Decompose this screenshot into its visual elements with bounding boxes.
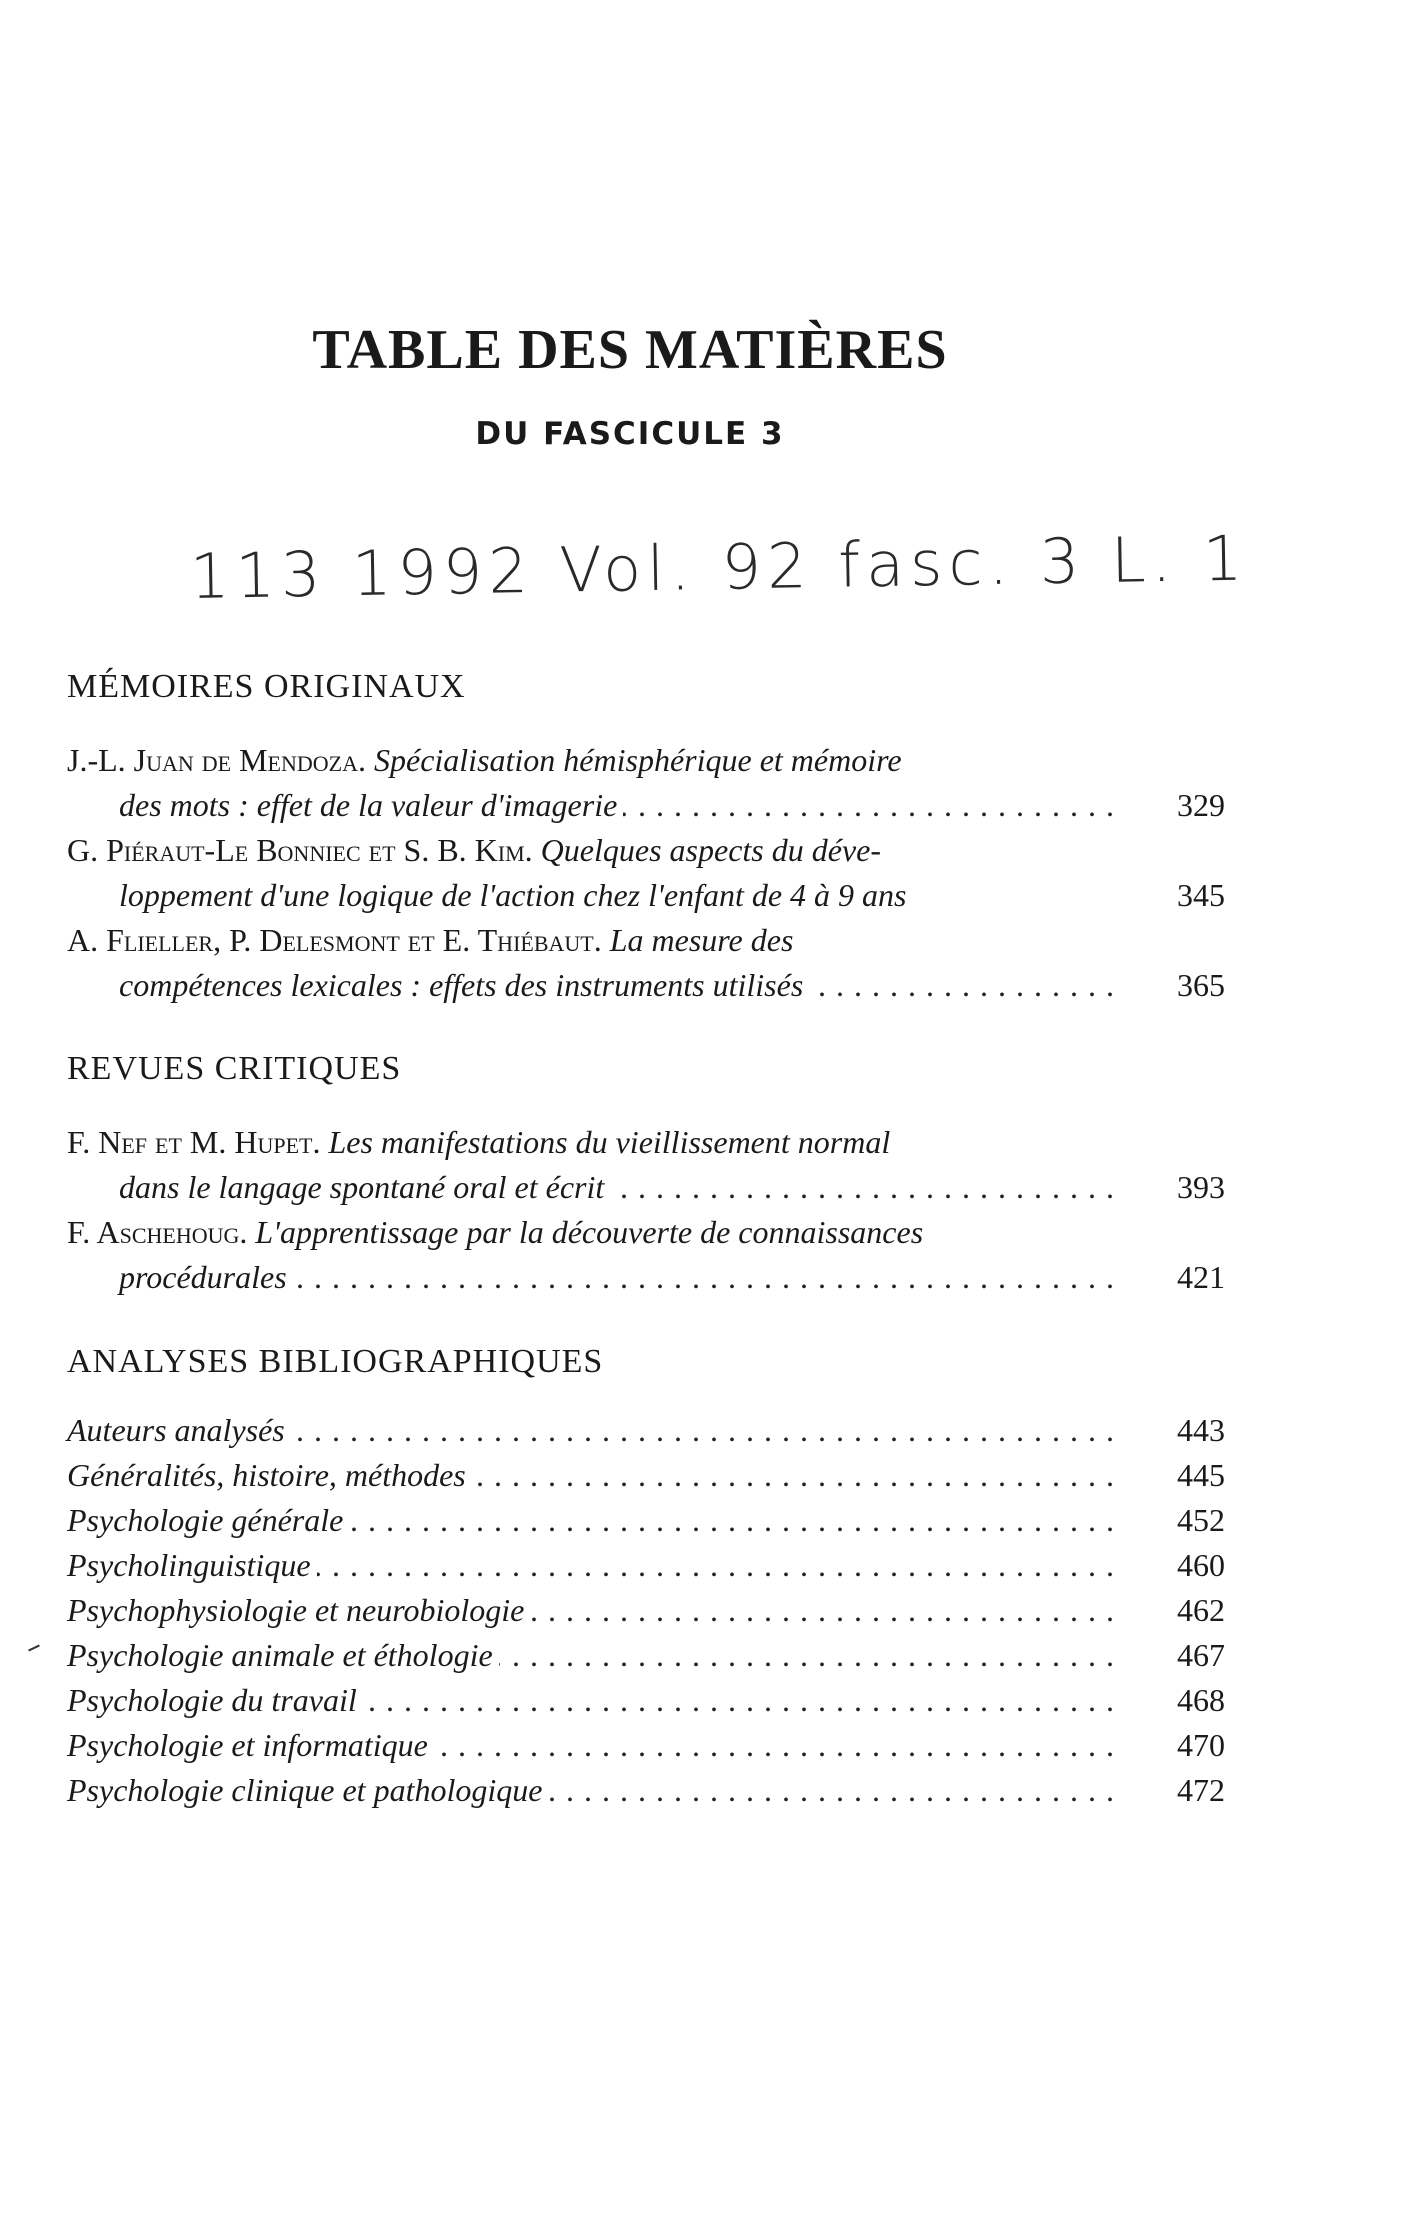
toc-entry-line bbox=[67, 738, 1225, 783]
toc-entry-line bbox=[67, 963, 1225, 1008]
entry-title: Spécialisation hémisphérique et mémoire bbox=[373, 742, 902, 778]
entry-label: Psychophysiologie et neurobiologie bbox=[67, 1588, 530, 1633]
entry-page-number: 345 bbox=[1177, 877, 1225, 913]
entry-title: compétences lexicales : effets des instruments utilisés bbox=[119, 963, 809, 1008]
entry-title: dans le langage spontané oral et écrit bbox=[119, 1165, 610, 1210]
analyses-list bbox=[67, 1408, 1225, 1813]
memoires-list bbox=[67, 738, 1225, 1008]
page-title: TABLE DES MATIÈRES bbox=[312, 319, 948, 381]
entry-page-number: 421 bbox=[1177, 1259, 1225, 1295]
entry-label: Psycholinguistique bbox=[67, 1543, 317, 1588]
entry-page-number: 470 bbox=[1177, 1727, 1225, 1763]
page-subtitle: DU FASCICULE 3 bbox=[475, 416, 785, 452]
toc-entry-line bbox=[67, 1678, 1225, 1723]
entry-title: Quelques aspects du déve- bbox=[540, 832, 881, 868]
revues-list bbox=[67, 1120, 1225, 1300]
toc-entry-line bbox=[67, 1633, 1225, 1678]
handwritten-annotation: 113 1992 Vol. 92 fasc. 3 L. 1 bbox=[189, 521, 1249, 613]
section-heading-revues: REVUES CRITIQUES bbox=[67, 1050, 402, 1087]
toc-entry-line bbox=[67, 828, 1225, 873]
entry-title: La mesure des bbox=[609, 922, 794, 958]
entry-author: F. Aschehoug. bbox=[67, 1214, 248, 1250]
entry-page-number: 472 bbox=[1177, 1772, 1225, 1808]
entry-page-number: 460 bbox=[1177, 1547, 1225, 1583]
toc-entry-line bbox=[67, 1723, 1225, 1768]
entry-author: J.-L. Juan de Mendoza. bbox=[67, 742, 366, 778]
entry-author: F. Nef et M. Hupet. bbox=[67, 1124, 321, 1160]
entry-title: des mots : effet de la valeur d'imagerie bbox=[119, 783, 623, 828]
entry-author: G. Piéraut-Le Bonniec et S. B. Kim. bbox=[67, 832, 533, 868]
entry-author: A. Flieller, P. Delesmont et E. Thiébaut. bbox=[67, 922, 602, 958]
entry-title: L'apprentissage par la découverte de connaissances bbox=[255, 1214, 924, 1250]
toc-entry-line bbox=[67, 783, 1225, 828]
toc-entry-line bbox=[67, 1408, 1225, 1453]
entry-page-number: 462 bbox=[1177, 1592, 1225, 1628]
entry-page-number: 443 bbox=[1177, 1412, 1225, 1448]
toc-entry-line bbox=[67, 1453, 1225, 1498]
margin-pencil-mark bbox=[28, 1645, 40, 1652]
entry-title: loppement d'une logique de l'action chez l'enfant de 4 à 9 ans bbox=[119, 873, 912, 918]
entry-title: procédurales bbox=[119, 1255, 293, 1300]
entry-label: Généralités, histoire, méthodes bbox=[67, 1453, 472, 1498]
section-heading-memoires: MÉMOIRES ORIGINAUX bbox=[67, 668, 466, 705]
entry-page-number: 393 bbox=[1177, 1169, 1225, 1205]
entry-label: Auteurs analysés bbox=[67, 1408, 291, 1453]
entry-title: Les manifestations du vieillissement normal bbox=[328, 1124, 891, 1160]
entry-page-number: 365 bbox=[1177, 967, 1225, 1003]
toc-entry-line bbox=[67, 1165, 1225, 1210]
entry-page-number: 452 bbox=[1177, 1502, 1225, 1538]
entry-label: Psychologie et informatique bbox=[67, 1723, 434, 1768]
toc-entry-line bbox=[67, 873, 1225, 918]
toc-entry-line bbox=[67, 1120, 1225, 1165]
toc-entry-line bbox=[67, 1255, 1225, 1300]
entry-label: Psychologie générale bbox=[67, 1498, 349, 1543]
toc-entry-line bbox=[67, 1768, 1225, 1813]
toc-entry-line bbox=[67, 918, 1225, 963]
entry-label: Psychologie animale et éthologie bbox=[67, 1633, 499, 1678]
entry-page-number: 468 bbox=[1177, 1682, 1225, 1718]
toc-entry-line bbox=[67, 1543, 1225, 1588]
section-heading-analyses: ANALYSES BIBLIOGRAPHIQUES bbox=[67, 1343, 604, 1380]
toc-entry-line bbox=[67, 1588, 1225, 1633]
entry-page-number: 445 bbox=[1177, 1457, 1225, 1493]
entry-page-number: 329 bbox=[1177, 787, 1225, 823]
toc-entry-line bbox=[67, 1498, 1225, 1543]
entry-page-number: 467 bbox=[1177, 1637, 1225, 1673]
toc-entry-line bbox=[67, 1210, 1225, 1255]
entry-label: Psychologie du travail bbox=[67, 1678, 363, 1723]
entry-label: Psychologie clinique et pathologique bbox=[67, 1768, 548, 1813]
